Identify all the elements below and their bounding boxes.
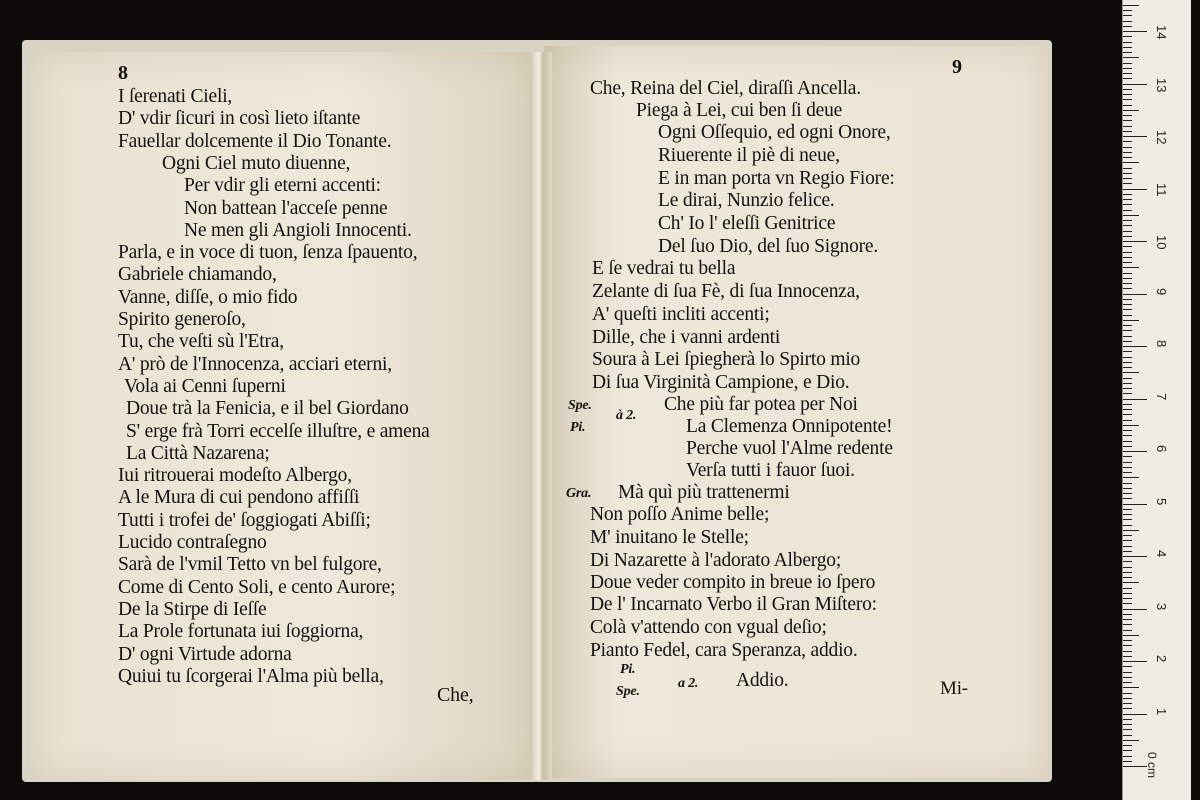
text-line: La Città Nazarena; bbox=[126, 442, 270, 464]
text-line: Ne men gli Angioli Innocenti. bbox=[184, 219, 412, 241]
ruler-tick bbox=[1123, 666, 1132, 667]
ruler-tick bbox=[1123, 630, 1132, 631]
text-line: De l' Incarnato Verbo il Gran Miſtero: bbox=[590, 594, 877, 615]
ruler-tick bbox=[1123, 126, 1132, 127]
ruler-tick bbox=[1123, 42, 1132, 43]
text-line: Non poſſo Anime belle; bbox=[590, 504, 770, 525]
ruler-tick bbox=[1123, 309, 1132, 310]
ruler-tick bbox=[1123, 283, 1132, 284]
ruler-tick bbox=[1123, 619, 1132, 620]
ruler-tick bbox=[1123, 78, 1132, 79]
text-line: E in man porta vn Regio Fiore: bbox=[658, 168, 895, 189]
ruler-tick bbox=[1123, 404, 1132, 405]
ruler-number: 11 bbox=[1154, 182, 1169, 196]
left-page-number: 8 bbox=[118, 62, 128, 84]
ruler-tick bbox=[1123, 362, 1132, 363]
ruler-tick bbox=[1123, 603, 1132, 604]
ruler-tick bbox=[1123, 378, 1132, 379]
ruler-tick bbox=[1123, 152, 1132, 153]
text-line: D' ogni Virtude adorna bbox=[118, 643, 292, 665]
text-line: Piega à Lei, cui ben ſi deue bbox=[636, 100, 843, 121]
ruler-tick bbox=[1123, 393, 1132, 394]
ruler-tick bbox=[1123, 472, 1132, 473]
ruler-tick bbox=[1123, 624, 1132, 625]
text-line: Zelante di ſua Fè, di ſua Innocenza, bbox=[592, 281, 860, 302]
text-line: A' prò de l'Innocenza, acciari eterni, bbox=[118, 353, 392, 375]
ruler-tick bbox=[1123, 714, 1147, 715]
text-line: Doue veder compito in breue io ſpero bbox=[590, 572, 876, 593]
ruler-tick bbox=[1123, 351, 1132, 352]
ruler-tick bbox=[1123, 567, 1132, 568]
ruler-tick bbox=[1123, 183, 1132, 184]
ruler-number: 2 bbox=[1154, 655, 1169, 663]
speaker-label: Gra. bbox=[566, 486, 592, 501]
text-line: Lucido contraſegno bbox=[118, 532, 267, 553]
ruler-number: 7 bbox=[1154, 392, 1169, 400]
ruler-tick bbox=[1123, 724, 1132, 725]
text-line: La Prole fortunata iui ſoggiorna, bbox=[118, 621, 364, 643]
text-line: Tu, che veſti sù l'Etra, bbox=[118, 331, 284, 353]
ruler-tick bbox=[1123, 199, 1132, 200]
ruler-tick bbox=[1123, 220, 1132, 221]
text-line: A le Mura di cui pendono affiſſi bbox=[118, 487, 360, 509]
right-catchword: Mi- bbox=[940, 678, 968, 699]
ruler-tick bbox=[1123, 262, 1132, 263]
ruler-tick bbox=[1123, 535, 1132, 536]
ruler-tick bbox=[1123, 246, 1132, 247]
ruler-tick bbox=[1123, 204, 1132, 205]
ruler-tick bbox=[1123, 414, 1132, 415]
ruler-tick bbox=[1123, 189, 1147, 190]
speaker-label: à 2. bbox=[616, 408, 637, 423]
text-line: Iui ritrouerai modeſto Albergo, bbox=[118, 465, 352, 487]
ruler-tick bbox=[1123, 409, 1132, 410]
ruler-tick bbox=[1123, 588, 1132, 589]
ruler-tick bbox=[1123, 315, 1132, 316]
ruler-tick bbox=[1123, 73, 1132, 74]
ruler-tick bbox=[1123, 367, 1132, 368]
right-page-number: 9 bbox=[952, 56, 962, 78]
ruler-tick bbox=[1123, 698, 1132, 699]
ruler-tick bbox=[1123, 346, 1147, 347]
ruler-tick bbox=[1123, 26, 1132, 27]
ruler-tick bbox=[1123, 593, 1132, 594]
ruler-number: 13 bbox=[1154, 77, 1169, 92]
ruler-number: 1 bbox=[1154, 707, 1169, 715]
ruler-tick bbox=[1123, 31, 1147, 32]
ruler-unit-label: 0 cm bbox=[1145, 752, 1159, 779]
text-line: Riuerente il piè di neue, bbox=[658, 145, 840, 166]
ruler-tick bbox=[1123, 210, 1132, 211]
text-line: Mà quì più trattenermi bbox=[618, 482, 790, 503]
ruler-tick bbox=[1123, 735, 1132, 736]
ruler-tick bbox=[1123, 236, 1132, 237]
text-line: D' vdir ſicuri in così lieto iſtante bbox=[118, 108, 361, 130]
text-line: Ogni Ciel muto diuenne, bbox=[162, 152, 351, 174]
ruler-tick bbox=[1123, 441, 1132, 442]
ruler-tick bbox=[1123, 682, 1132, 683]
text-line: Soura à Lei ſpiegherà lo Spirto mio bbox=[592, 349, 861, 370]
ruler-tick bbox=[1123, 740, 1139, 741]
ruler-tick bbox=[1123, 162, 1139, 163]
ruler-tick bbox=[1123, 677, 1132, 678]
ruler-tick bbox=[1123, 530, 1139, 531]
text-line: M' inuitano le Stelle; bbox=[590, 527, 749, 548]
text-line: De la Stirpe di Ieſſe bbox=[118, 598, 267, 620]
ruler-tick bbox=[1123, 551, 1132, 552]
ruler-tick bbox=[1123, 656, 1132, 657]
text-line: Di Nazarette à l'adorato Albergo; bbox=[590, 550, 842, 571]
ruler-tick bbox=[1123, 336, 1132, 337]
text-line: Per vdir gli eterni accenti: bbox=[184, 175, 381, 197]
ruler-tick bbox=[1123, 168, 1132, 169]
ruler-tick bbox=[1123, 47, 1132, 48]
ruler-tick bbox=[1123, 215, 1139, 216]
ruler-tick bbox=[1123, 708, 1132, 709]
ruler-tick bbox=[1123, 99, 1132, 100]
text-line: S' erge frà Torri eccelſe illuſtre, e amena bbox=[126, 420, 430, 442]
ruler-tick bbox=[1123, 498, 1132, 499]
ruler-tick bbox=[1123, 483, 1132, 484]
ruler-tick bbox=[1123, 225, 1132, 226]
ruler-tick bbox=[1123, 750, 1132, 751]
ruler-tick bbox=[1123, 299, 1132, 300]
ruler-tick bbox=[1123, 761, 1132, 762]
ruler-tick bbox=[1123, 5, 1139, 6]
ruler-tick bbox=[1123, 320, 1139, 321]
ruler-tick bbox=[1123, 278, 1132, 279]
text-line: Vanne, diſſe, o mio fido bbox=[118, 286, 298, 308]
ruler-tick bbox=[1123, 446, 1132, 447]
ruler-tick bbox=[1123, 598, 1132, 599]
ruler-tick bbox=[1123, 294, 1147, 295]
ruler-tick bbox=[1123, 141, 1132, 142]
ruler-tick bbox=[1123, 467, 1132, 468]
ruler-tick bbox=[1123, 257, 1132, 258]
text-line: Che, Reina del Ciel, diraſſi Ancella. bbox=[590, 78, 861, 99]
ruler-tick bbox=[1123, 645, 1132, 646]
ruler-tick bbox=[1123, 68, 1132, 69]
ruler-tick bbox=[1123, 756, 1132, 757]
ruler-tick bbox=[1123, 273, 1132, 274]
ruler-tick bbox=[1123, 173, 1132, 174]
ruler-tick bbox=[1123, 687, 1139, 688]
ruler-tick bbox=[1123, 540, 1132, 541]
text-line: Quiui tu ſcorgerai l'Alma più bella, bbox=[118, 665, 384, 687]
text-line: Spirito generoſo, bbox=[118, 309, 246, 330]
ruler-tick bbox=[1123, 546, 1132, 547]
text-line: Dille, che i vanni ardenti bbox=[592, 327, 781, 348]
text-line: Perche vuol l'Alme redente bbox=[686, 438, 893, 459]
ruler-tick bbox=[1123, 456, 1132, 457]
ruler-tick bbox=[1123, 514, 1132, 515]
ruler-tick bbox=[1123, 651, 1132, 652]
ruler-tick bbox=[1123, 94, 1132, 95]
ruler-tick bbox=[1123, 519, 1132, 520]
ruler-tick bbox=[1123, 661, 1147, 662]
ruler-number: 12 bbox=[1154, 130, 1169, 145]
ruler-number: 8 bbox=[1154, 340, 1169, 348]
text-line: I ſerenati Cieli, bbox=[118, 86, 233, 107]
ruler-tick bbox=[1123, 241, 1147, 242]
ruler-tick bbox=[1123, 504, 1147, 505]
speaker-label: a 2. bbox=[678, 676, 699, 691]
ruler-tick bbox=[1123, 288, 1132, 289]
ruler-tick bbox=[1123, 178, 1132, 179]
ruler-tick bbox=[1123, 640, 1132, 641]
left-catchword: Che, bbox=[437, 684, 474, 706]
speaker-label: Spe. bbox=[616, 684, 640, 699]
ruler-tick bbox=[1123, 488, 1132, 489]
text-line: Del ſuo Dio, del ſuo Signore. bbox=[658, 236, 879, 257]
text-line: Tutti i trofei de' ſoggiogati Abiſſi; bbox=[118, 509, 371, 531]
text-line: Fauellar dolcemente il Dio Tonante. bbox=[118, 130, 392, 152]
text-line: Ogni Oſſequio, ed ogni Onore, bbox=[658, 122, 891, 143]
text-line: Vola ai Cenni ſuperni bbox=[124, 375, 286, 397]
ruler-tick bbox=[1123, 451, 1147, 452]
text-line: Non battean l'acceſe penne bbox=[184, 197, 388, 219]
text-line: Le dirai, Nunzio felice. bbox=[658, 190, 835, 211]
text-line: Pianto Fedel, cara Speranza, addio. bbox=[590, 640, 858, 661]
ruler-tick bbox=[1123, 231, 1132, 232]
ruler-tick bbox=[1123, 63, 1132, 64]
ruler-tick bbox=[1123, 561, 1132, 562]
ruler-tick bbox=[1123, 52, 1132, 53]
ruler-tick bbox=[1123, 252, 1132, 253]
text-line: Come di Cento Soli, e cento Aurore; bbox=[118, 576, 396, 598]
ruler-tick bbox=[1123, 399, 1147, 400]
ruler-tick bbox=[1123, 493, 1132, 494]
text-line: Parla, e in voce di tuon, ſenza ſpauento, bbox=[118, 242, 418, 264]
text-line: E ſe vedrai tu bella bbox=[592, 258, 736, 279]
ruler-number: 10 bbox=[1154, 235, 1169, 250]
ruler-tick bbox=[1123, 357, 1132, 358]
ruler-tick bbox=[1123, 525, 1132, 526]
text-line: Gabriele chiamando, bbox=[118, 264, 277, 286]
text-line: Sarà de l'vmil Tetto vn bel fulgore, bbox=[118, 554, 382, 576]
ruler-tick bbox=[1123, 110, 1139, 111]
ruler-tick bbox=[1123, 693, 1132, 694]
ruler-tick bbox=[1123, 614, 1132, 615]
ruler-number: 5 bbox=[1154, 497, 1169, 505]
ruler-tick bbox=[1123, 388, 1132, 389]
ruler-tick bbox=[1123, 556, 1147, 557]
ruler-tick bbox=[1123, 325, 1132, 326]
ruler-tick bbox=[1123, 766, 1147, 767]
text-line: La Clemenza Onnipotente! bbox=[686, 416, 893, 437]
ruler-tick bbox=[1123, 21, 1132, 22]
ruler-tick bbox=[1123, 582, 1139, 583]
text-line: Colà v'attendo con vgual deſio; bbox=[590, 617, 827, 638]
ruler-number: 3 bbox=[1154, 602, 1169, 610]
ruler-number: 4 bbox=[1154, 550, 1169, 558]
ruler-tick bbox=[1123, 372, 1139, 373]
ruler-tick bbox=[1123, 719, 1132, 720]
ruler-tick bbox=[1123, 729, 1132, 730]
ruler-tick bbox=[1123, 341, 1132, 342]
ruler-tick bbox=[1123, 194, 1132, 195]
ruler-tick bbox=[1123, 435, 1132, 436]
ruler-tick bbox=[1123, 745, 1132, 746]
ruler-tick bbox=[1123, 703, 1132, 704]
speaker-label: Pi. bbox=[620, 662, 636, 677]
ruler-tick bbox=[1123, 672, 1132, 673]
speaker-label: Spe. bbox=[568, 398, 592, 413]
ruler-tick bbox=[1123, 57, 1139, 58]
ruler-number: 6 bbox=[1154, 445, 1169, 453]
ruler-tick bbox=[1123, 267, 1139, 268]
ruler-tick bbox=[1123, 36, 1132, 37]
measurement-ruler bbox=[1122, 0, 1191, 800]
ruler-tick bbox=[1123, 430, 1132, 431]
ruler-tick bbox=[1123, 635, 1139, 636]
text-line: Doue trà la Fenicia, e il bel Giordano bbox=[126, 398, 409, 420]
ruler-tick bbox=[1123, 383, 1132, 384]
ruler-tick bbox=[1123, 136, 1147, 137]
ruler-tick bbox=[1123, 509, 1132, 510]
ruler-tick bbox=[1123, 572, 1132, 573]
text-line: Di ſua Virginità Campione, e Dio. bbox=[592, 372, 850, 393]
text-line: Che più far potea per Noi bbox=[664, 394, 858, 415]
ruler-tick bbox=[1123, 420, 1132, 421]
ruler-tick bbox=[1123, 147, 1132, 148]
ruler-tick bbox=[1123, 105, 1132, 106]
text-line: Verſa tutti i fauor ſuoi. bbox=[686, 460, 855, 481]
ruler-tick bbox=[1123, 330, 1132, 331]
ruler-tick bbox=[1123, 609, 1147, 610]
ruler-tick bbox=[1123, 462, 1132, 463]
speaker-label: Pi. bbox=[570, 420, 586, 435]
ruler-tick bbox=[1123, 10, 1132, 11]
text-line: A' queſti incliti accenti; bbox=[592, 304, 770, 325]
ruler-tick bbox=[1123, 89, 1132, 90]
ruler-tick bbox=[1123, 577, 1132, 578]
ruler-tick bbox=[1123, 15, 1132, 16]
ruler-number: 9 bbox=[1154, 287, 1169, 295]
book-spine bbox=[530, 52, 552, 780]
ruler-tick bbox=[1123, 84, 1147, 85]
ruler-tick bbox=[1123, 115, 1132, 116]
ruler-tick bbox=[1123, 120, 1132, 121]
ruler-tick bbox=[1123, 477, 1139, 478]
ruler-tick bbox=[1123, 157, 1132, 158]
text-line: Addio. bbox=[736, 670, 789, 691]
ruler-tick bbox=[1123, 304, 1132, 305]
text-line: Ch' Io l' eleſſi Genitrice bbox=[658, 213, 836, 234]
ruler-tick bbox=[1123, 425, 1139, 426]
ruler-tick bbox=[1123, 131, 1132, 132]
ruler-number: 14 bbox=[1154, 25, 1169, 40]
